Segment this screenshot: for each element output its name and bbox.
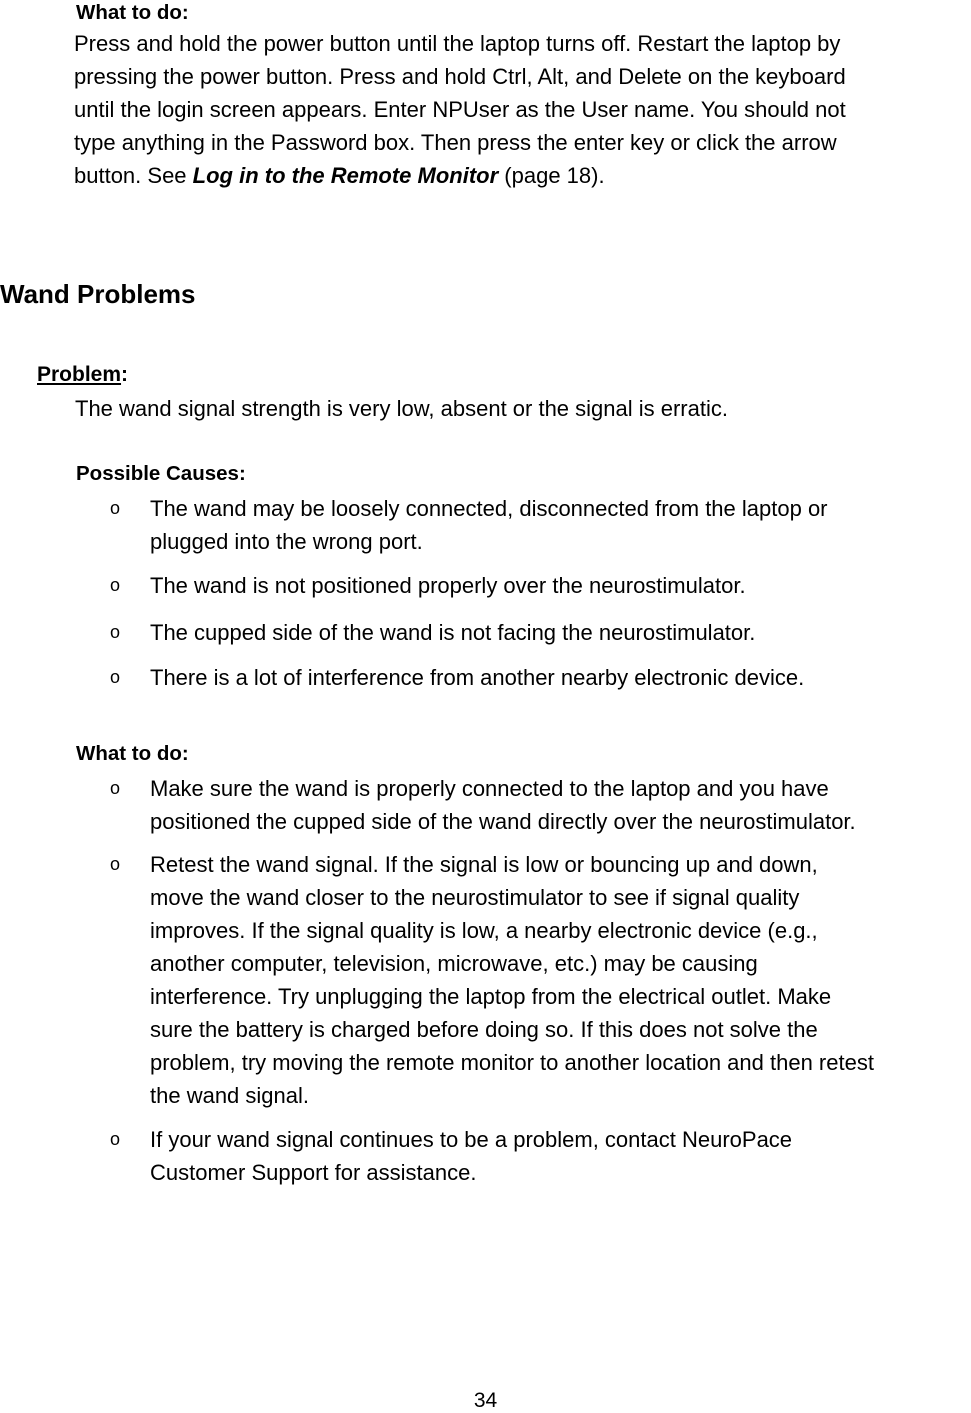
cause-1-line-1: The wand may be loosely connected, disconnected from the laptop or: [150, 496, 828, 521]
page-reference: (page 18).: [498, 163, 605, 188]
action-2-line-4: another computer, television, microwave, etc.) may be causing: [150, 951, 758, 976]
bullet-marker: o: [110, 575, 121, 595]
see-prefix: button. See: [74, 163, 193, 188]
possible-causes-heading: Possible Causes:: [76, 462, 246, 485]
cause-2-line-1: The wand is not positioned properly over the neurostimulator.: [150, 573, 746, 598]
what-to-do-heading: What to do:: [76, 742, 189, 765]
action-2-line-3: improves. If the signal quality is low, a nearby electronic device (e.g.,: [150, 918, 818, 943]
section-title: Wand Problems: [0, 279, 196, 309]
top-line-2: pressing the power button. Press and hold Ctrl, Alt, and Delete on the keyboard: [74, 64, 846, 89]
top-line-4: type anything in the Password box. Then press the enter key or click the arrow: [74, 130, 837, 155]
bullet-marker: o: [110, 778, 121, 798]
cause-item: [110, 616, 971, 649]
bullet-marker: o: [110, 622, 121, 642]
bullet-marker: o: [110, 1129, 121, 1149]
bullet-marker: o: [110, 667, 121, 687]
what-to-do-heading-top: What to do:: [76, 1, 189, 24]
log-in-remote-monitor-link[interactable]: Log in to the Remote Monitor: [192, 163, 499, 188]
action-item: [110, 1123, 971, 1189]
action-item: [110, 848, 971, 1112]
top-line-1: Press and hold the power button until the laptop turns off. Restart the laptop by: [74, 31, 841, 56]
causes-list: [110, 492, 971, 694]
bullet-marker: o: [110, 498, 121, 518]
top-line-5: [74, 159, 846, 192]
page-number: 34: [473, 1389, 498, 1412]
cause-3-line-1: The cupped side of the wand is not facing the neurostimulator.: [150, 620, 756, 645]
action-2-line-2: move the wand closer to the neurostimulator to see if signal quality: [150, 885, 800, 910]
action-2-line-7: problem, try moving the remote monitor to another location and then retest: [150, 1050, 874, 1075]
action-3-line-1: If your wand signal continues to be a problem, contact NeuroPace: [150, 1127, 793, 1152]
action-3-line-2: Customer Support for assistance.: [150, 1160, 477, 1185]
problem-label: [37, 362, 128, 388]
action-1-line-1: Make sure the wand is properly connected to the laptop and you have: [150, 776, 829, 801]
cause-item: [110, 569, 971, 602]
action-1-line-2: positioned the cupped side of the wand directly over the neurostimulator.: [150, 809, 856, 834]
top-instructions: [74, 27, 846, 192]
cause-item: [110, 661, 971, 694]
actions-list: [110, 772, 971, 1189]
problem-label-colon: :: [121, 363, 129, 386]
bullet-marker: o: [110, 854, 121, 874]
cause-item: [110, 492, 971, 558]
action-2-line-8: the wand signal.: [150, 1083, 309, 1108]
action-item: [110, 772, 971, 838]
top-line-3: until the login screen appears. Enter NPUser as the User name. You should not: [74, 97, 846, 122]
cause-1-line-2: plugged into the wrong port.: [150, 529, 423, 554]
action-2-line-6: sure the battery is charged before doing so. If this does not solve the: [150, 1017, 818, 1042]
problem-text: The wand signal strength is very low, absent or the signal is erratic.: [75, 396, 728, 421]
cause-4-line-1: There is a lot of interference from another nearby electronic device.: [150, 665, 805, 690]
problem-label-text: Problem: [37, 363, 122, 386]
action-2-line-1: Retest the wand signal. If the signal is low or bouncing up and down,: [150, 852, 818, 877]
action-2-line-5: interference. Try unplugging the laptop from the electrical outlet. Make: [150, 984, 832, 1009]
